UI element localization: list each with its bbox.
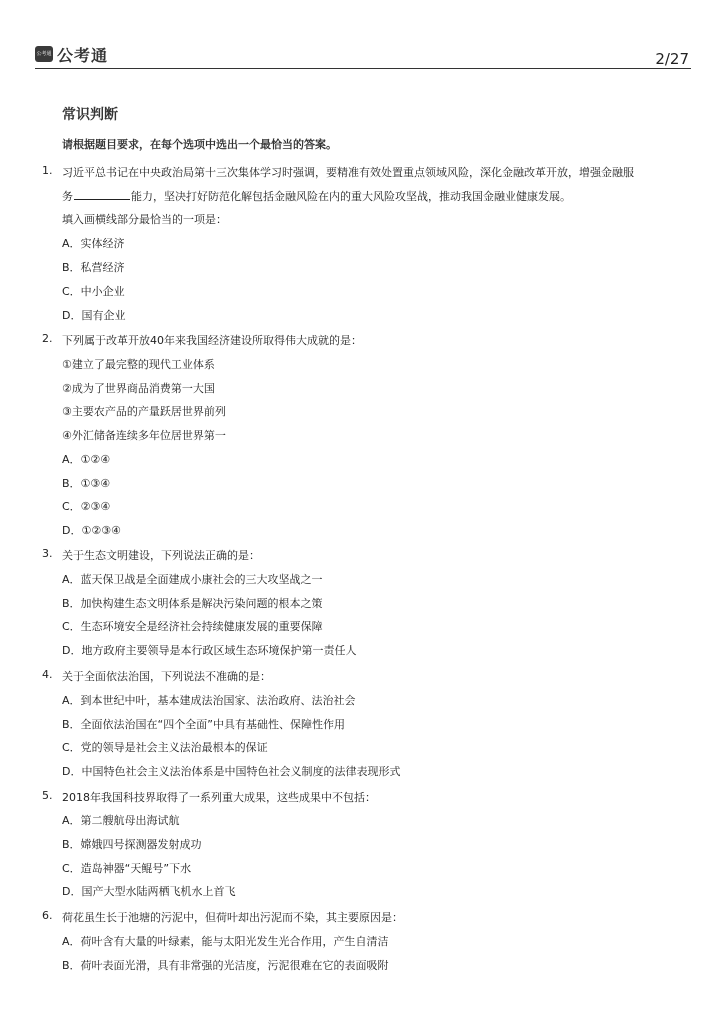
question-number: 6. [42,909,53,922]
option-a: A．①②④ [62,453,111,466]
question-text: 下列属于改革开放40年来我国经济建设所取得伟大成就的是： [62,334,362,347]
option-b: B．荷叶表面光滑，具有非常强的光洁度，污泥很难在它的表面吸附 [62,959,389,972]
question-text-continued [62,188,571,204]
section-title: 常识判断 [62,107,118,123]
option-c: C．中小企业 [62,285,125,298]
option-a: A．荷叶含有大量的叶绿素，能与太阳光发生光合作用，产生自清洁 [62,935,389,948]
question-text: 2018年我国科技界取得了一系列重大成果，这些成果中不包括： [62,791,376,804]
question-text: 关于全面依法治国，下列说法不准确的是： [62,670,271,683]
page-number: 2/27 [655,50,689,68]
option-c: C．党的领导是社会主义法治最根本的保证 [62,741,268,754]
option-b: B．全面依法治国在“四个全面”中具有基础性、保障性作用 [62,718,345,731]
option-c: C．生态环境安全是经济社会持续健康发展的重要保障 [62,620,323,633]
option-c: C．造岛神器“天鲲号”下水 [62,862,192,875]
option-c: C．②③④ [62,500,111,513]
question-text: 习近平总书记在中央政治局第十三次集体学习时强调，要精准有效处置重点领域风险，深化金融改革开放，增强金融服 [62,166,634,179]
brand-name: 公考通 [57,45,109,65]
option-a: A．第二艘航母出海试航 [62,814,180,827]
question-text: 关于生态文明建设，下列说法正确的是： [62,549,260,562]
question-prompt: 填入画横线部分最恰当的一项是： [62,213,227,226]
question-text: 荷花虽生长于池塘的污泥中，但荷叶却出污泥而不染，其主要原因是： [62,911,403,924]
question-number: 4. [42,668,53,681]
question-text-part: 务 [62,190,73,203]
option-d: D．地方政府主要领导是本行政区域生态环境保护第一责任人 [62,644,357,657]
option-b: B．加快构建生态文明体系是解决污染问题的根本之策 [62,597,323,610]
question-number: 3. [42,547,53,560]
page-header [35,44,691,69]
question-number: 2. [42,332,53,345]
option-d: D．①②③④ [62,524,121,537]
question-text-part: 能力，坚决打好防范化解包括金融风险在内的重大风险攻坚战，推动我国金融业健康发展。 [131,190,571,203]
option-d: D．国有企业 [62,309,126,322]
option-a: A．蓝天保卫战是全面建成小康社会的三大攻坚战之一 [62,573,323,586]
brand-logo [35,44,108,64]
question-number: 1. [42,164,53,177]
question-number: 5. [42,789,53,802]
statement-item: ④外汇储备连续多年位居世界第一 [62,429,226,442]
statement-item: ③主要农产品的产量跃居世界前列 [62,405,226,418]
option-b: B．私营经济 [62,261,125,274]
option-d: D．国产大型水陆两栖飞机水上首飞 [62,885,236,898]
statement-item: ①建立了最完整的现代工业体系 [62,358,215,371]
option-d: D．中国特色社会主义法治体系是中国特色社会义制度的法律表现形式 [62,765,401,778]
instruction-text: 请根据题目要求，在每个选项中选出一个最恰当的答案。 [62,138,337,151]
option-a: A．实体经济 [62,237,125,250]
option-a: A．到本世纪中叶，基本建成法治国家、法治政府、法治社会 [62,694,356,707]
statement-item: ②成为了世界商品消费第一大国 [62,382,215,395]
option-b: B．①③④ [62,477,111,490]
fill-in-blank [74,188,130,200]
option-b: B．嫦娥四号探测器发射成功 [62,838,202,851]
brand-badge-icon: 公考通 [35,46,53,62]
